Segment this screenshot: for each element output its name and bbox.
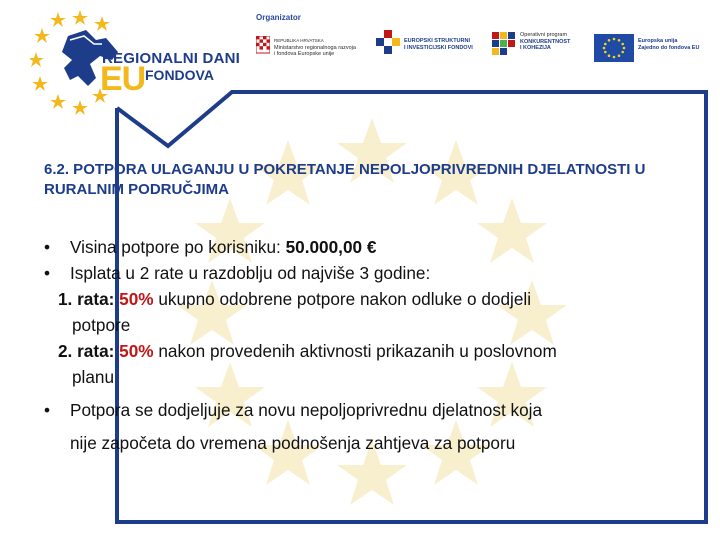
list-item (44, 394, 676, 427)
op-line3: I KOHEZIJA (520, 45, 551, 51)
rate-2-text: nakon provedenih aktivnosti prikazanih u poslovnom (153, 341, 557, 361)
event-logo-eu: EU (100, 60, 146, 98)
bullet-glyph: • (44, 400, 51, 420)
rate-2-label: 2. rata: (58, 341, 115, 361)
list-item (44, 260, 676, 286)
rate-2-percent: 50% (119, 341, 154, 361)
rate-1-item (44, 286, 676, 312)
ministry-line3: i fondova Europske unije (274, 51, 335, 57)
event-logo-title: REGIONALNI DANI (102, 50, 240, 67)
bullet-1-label: Visina potpore po korisniku: (70, 237, 286, 257)
rate-2-item (44, 338, 676, 364)
rate-1-text: ukupno odobrene potpore nakon odluke o dodjeli (153, 289, 532, 309)
eu-line2: Zajedno do fondova EU (638, 45, 700, 51)
esif-emblem-icon (376, 30, 402, 58)
rate-1-percent: 50% (119, 289, 154, 309)
croatian-coat-of-arms-icon (256, 36, 270, 56)
op-line1: Operativni program (520, 32, 568, 38)
op-line2: KONKURENTNOST (520, 38, 571, 45)
bullet-2-text: Isplata u 2 rate u razdoblju od najviše 3 godine: (70, 263, 431, 283)
slide-content (44, 234, 676, 460)
eu-line1: Europska unija (638, 38, 678, 44)
organizer-label: Organizator (256, 13, 301, 22)
event-logo-fondova: FONDOVA (145, 67, 214, 83)
bullet-1-text (70, 234, 376, 260)
support-amount: 50.000,00 € (285, 237, 377, 257)
eu-logo-text (638, 38, 699, 52)
rate-1-label: 1. rata: (58, 289, 115, 309)
op-emblem-icon (492, 32, 516, 58)
rate-1-continuation: potpore (72, 315, 131, 335)
esif-line1: EUROPSKI STRUKTURNI (404, 38, 471, 44)
bullet-glyph: • (44, 237, 51, 257)
esif-line2: I INVESTICIJSKI FONDOVI (404, 44, 473, 51)
bullet-glyph: • (44, 263, 51, 283)
bullet-3-line2: nije započeta do vremena podnošenja zahtjeva za potporu (70, 433, 516, 453)
rate-2-continuation: planu (72, 367, 115, 387)
ministry-line1: REPUBLIKA HRVATSKA (274, 38, 324, 43)
list-item (44, 234, 676, 260)
page-title: 6.2. POTPORA ULAGANJU U POKRETANJE NEPOLJOPRIVREDNIH DJELATNOSTI U RURALNIM PODRUČJIMA (44, 161, 646, 198)
eu-flag-icon (594, 34, 634, 62)
ministry-line2: Ministarstvo regionalnoga razvoja (274, 44, 356, 51)
bullet-3-line1: Potpora se dodjeljuje za novu nepoljoprivrednu djelatnost koja (70, 400, 543, 420)
